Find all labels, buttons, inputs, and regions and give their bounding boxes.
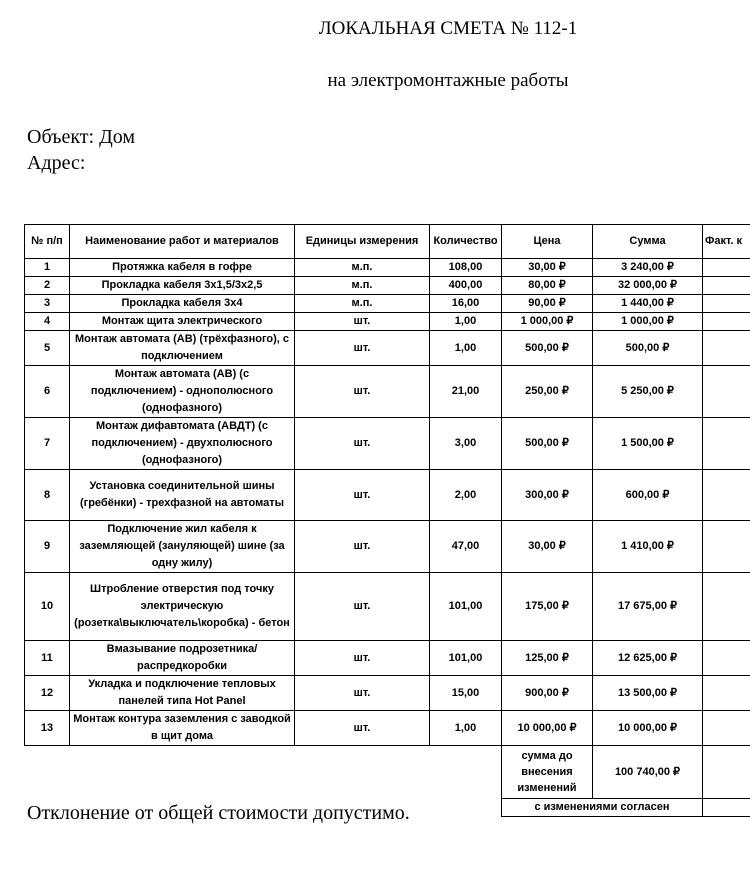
table-row	[25, 366, 750, 418]
table-row	[25, 259, 750, 277]
row-sum: 1 440,00 ₽	[593, 295, 703, 313]
col-header-unit: Единицы измерения	[295, 225, 430, 259]
col-header-name: Наименование работ и материалов	[70, 225, 295, 259]
row-number: 1	[25, 259, 70, 277]
row-number: 6	[25, 366, 70, 418]
table-row	[25, 641, 750, 676]
row-unit: шт.	[295, 418, 430, 470]
row-fact	[703, 676, 750, 711]
row-sum: 1 500,00 ₽	[593, 418, 703, 470]
row-name: Подключение жил кабеля к заземляющей (зануляющей) шине (за одну жилу)	[70, 521, 295, 573]
row-quantity: 1,00	[430, 711, 502, 746]
table-row	[25, 331, 750, 366]
row-fact	[703, 277, 750, 295]
table-row	[25, 418, 750, 470]
row-fact	[703, 711, 750, 746]
address-label: Адрес:	[27, 152, 86, 174]
col-header-sum: Сумма	[593, 225, 703, 259]
row-price: 10 000,00 ₽	[502, 711, 593, 746]
row-sum: 3 240,00 ₽	[593, 259, 703, 277]
row-fact	[703, 573, 750, 641]
row-sum: 600,00 ₽	[593, 470, 703, 521]
row-price: 80,00 ₽	[502, 277, 593, 295]
estimate-table	[24, 224, 750, 817]
row-sum: 32 000,00 ₽	[593, 277, 703, 295]
row-price: 30,00 ₽	[502, 521, 593, 573]
row-unit: шт.	[295, 470, 430, 521]
row-quantity: 21,00	[430, 366, 502, 418]
row-sum: 1 410,00 ₽	[593, 521, 703, 573]
row-price: 300,00 ₽	[502, 470, 593, 521]
row-price: 90,00 ₽	[502, 295, 593, 313]
row-number: 4	[25, 313, 70, 331]
row-unit: шт.	[295, 366, 430, 418]
row-fact	[703, 313, 750, 331]
col-header-quantity: Количество	[430, 225, 502, 259]
row-sum: 17 675,00 ₽	[593, 573, 703, 641]
row-sum: 500,00 ₽	[593, 331, 703, 366]
row-fact	[703, 295, 750, 313]
table-row	[25, 313, 750, 331]
row-number: 9	[25, 521, 70, 573]
table-row	[25, 573, 750, 641]
row-fact	[703, 259, 750, 277]
row-quantity: 16,00	[430, 295, 502, 313]
row-price: 175,00 ₽	[502, 573, 593, 641]
row-fact	[703, 366, 750, 418]
row-number: 11	[25, 641, 70, 676]
col-header-fact: Факт. к	[703, 225, 750, 259]
table-row	[25, 470, 750, 521]
row-unit: шт.	[295, 676, 430, 711]
row-unit: м.п.	[295, 277, 430, 295]
row-name: Штробление отверстия под точку электрическую (розетка\выключатель\коробка) - бетон	[70, 573, 295, 641]
row-price: 1 000,00 ₽	[502, 313, 593, 331]
row-quantity: 101,00	[430, 641, 502, 676]
row-unit: м.п.	[295, 295, 430, 313]
row-name: Прокладка кабеля 3х1,5/3х2,5	[70, 277, 295, 295]
row-quantity: 1,00	[430, 331, 502, 366]
row-name: Монтаж автомата (АВ) (с подключением) - однополюсного (однофазного)	[70, 366, 295, 418]
row-quantity: 101,00	[430, 573, 502, 641]
row-sum: 5 250,00 ₽	[593, 366, 703, 418]
row-unit: шт.	[295, 521, 430, 573]
row-name: Вмазывание подрозетника/распредкоробки	[70, 641, 295, 676]
row-sum: 13 500,00 ₽	[593, 676, 703, 711]
document-title: ЛОКАЛЬНАЯ СМЕТА № 112-1	[318, 18, 578, 39]
row-quantity: 47,00	[430, 521, 502, 573]
table-row	[25, 676, 750, 711]
row-quantity: 3,00	[430, 418, 502, 470]
table-row	[25, 277, 750, 295]
row-number: 2	[25, 277, 70, 295]
row-number: 3	[25, 295, 70, 313]
row-number: 10	[25, 573, 70, 641]
document-subtitle: на электромонтажные работы	[327, 70, 569, 91]
row-fact	[703, 418, 750, 470]
row-quantity: 108,00	[430, 259, 502, 277]
total-fact-cell	[703, 746, 750, 799]
row-unit: шт.	[295, 331, 430, 366]
total-row	[25, 746, 750, 799]
agreed-fact-cell	[703, 799, 750, 817]
row-number: 13	[25, 711, 70, 746]
row-unit: шт.	[295, 573, 430, 641]
row-name: Протяжка кабеля в гофре	[70, 259, 295, 277]
row-fact	[703, 470, 750, 521]
row-price: 30,00 ₽	[502, 259, 593, 277]
table-row	[25, 521, 750, 573]
row-unit: шт.	[295, 711, 430, 746]
total-label: сумма до внесения изменений	[502, 746, 593, 799]
row-quantity: 1,00	[430, 313, 502, 331]
row-price: 125,00 ₽	[502, 641, 593, 676]
row-fact	[703, 521, 750, 573]
footer-note: Отклонение от общей стоимости допустимо.	[27, 802, 410, 824]
row-fact	[703, 331, 750, 366]
row-quantity: 2,00	[430, 470, 502, 521]
row-name: Укладка и подключение тепловых панелей типа Hot Panel	[70, 676, 295, 711]
row-price: 500,00 ₽	[502, 331, 593, 366]
table-row	[25, 295, 750, 313]
total-value: 100 740,00 ₽	[593, 746, 703, 799]
row-number: 7	[25, 418, 70, 470]
row-unit: м.п.	[295, 259, 430, 277]
row-sum: 1 000,00 ₽	[593, 313, 703, 331]
row-name: Монтаж автомата (АВ) (трёхфазного), с подключением	[70, 331, 295, 366]
row-name: Монтаж контура заземления с заводкой в щит дома	[70, 711, 295, 746]
table-row	[25, 711, 750, 746]
agreed-label: с изменениями согласен	[502, 799, 703, 817]
row-quantity: 400,00	[430, 277, 502, 295]
table-header-row	[25, 225, 750, 259]
row-name: Монтаж щита электрического	[70, 313, 295, 331]
row-price: 500,00 ₽	[502, 418, 593, 470]
row-price: 250,00 ₽	[502, 366, 593, 418]
row-name: Прокладка кабеля 3х4	[70, 295, 295, 313]
row-number: 12	[25, 676, 70, 711]
row-name: Монтаж дифавтомата (АВДТ) (с подключением) - двухполюсного (однофазного)	[70, 418, 295, 470]
row-quantity: 15,00	[430, 676, 502, 711]
row-price: 900,00 ₽	[502, 676, 593, 711]
row-name: Установка соединительной шины (гребёнки) - трехфазной на автоматы	[70, 470, 295, 521]
row-sum: 12 625,00 ₽	[593, 641, 703, 676]
col-header-price: Цена	[502, 225, 593, 259]
row-number: 5	[25, 331, 70, 366]
row-unit: шт.	[295, 313, 430, 331]
row-unit: шт.	[295, 641, 430, 676]
row-sum: 10 000,00 ₽	[593, 711, 703, 746]
row-number: 8	[25, 470, 70, 521]
col-header-number: № п/п	[25, 225, 70, 259]
row-fact	[703, 641, 750, 676]
object-label: Объект: Дом	[27, 126, 136, 148]
